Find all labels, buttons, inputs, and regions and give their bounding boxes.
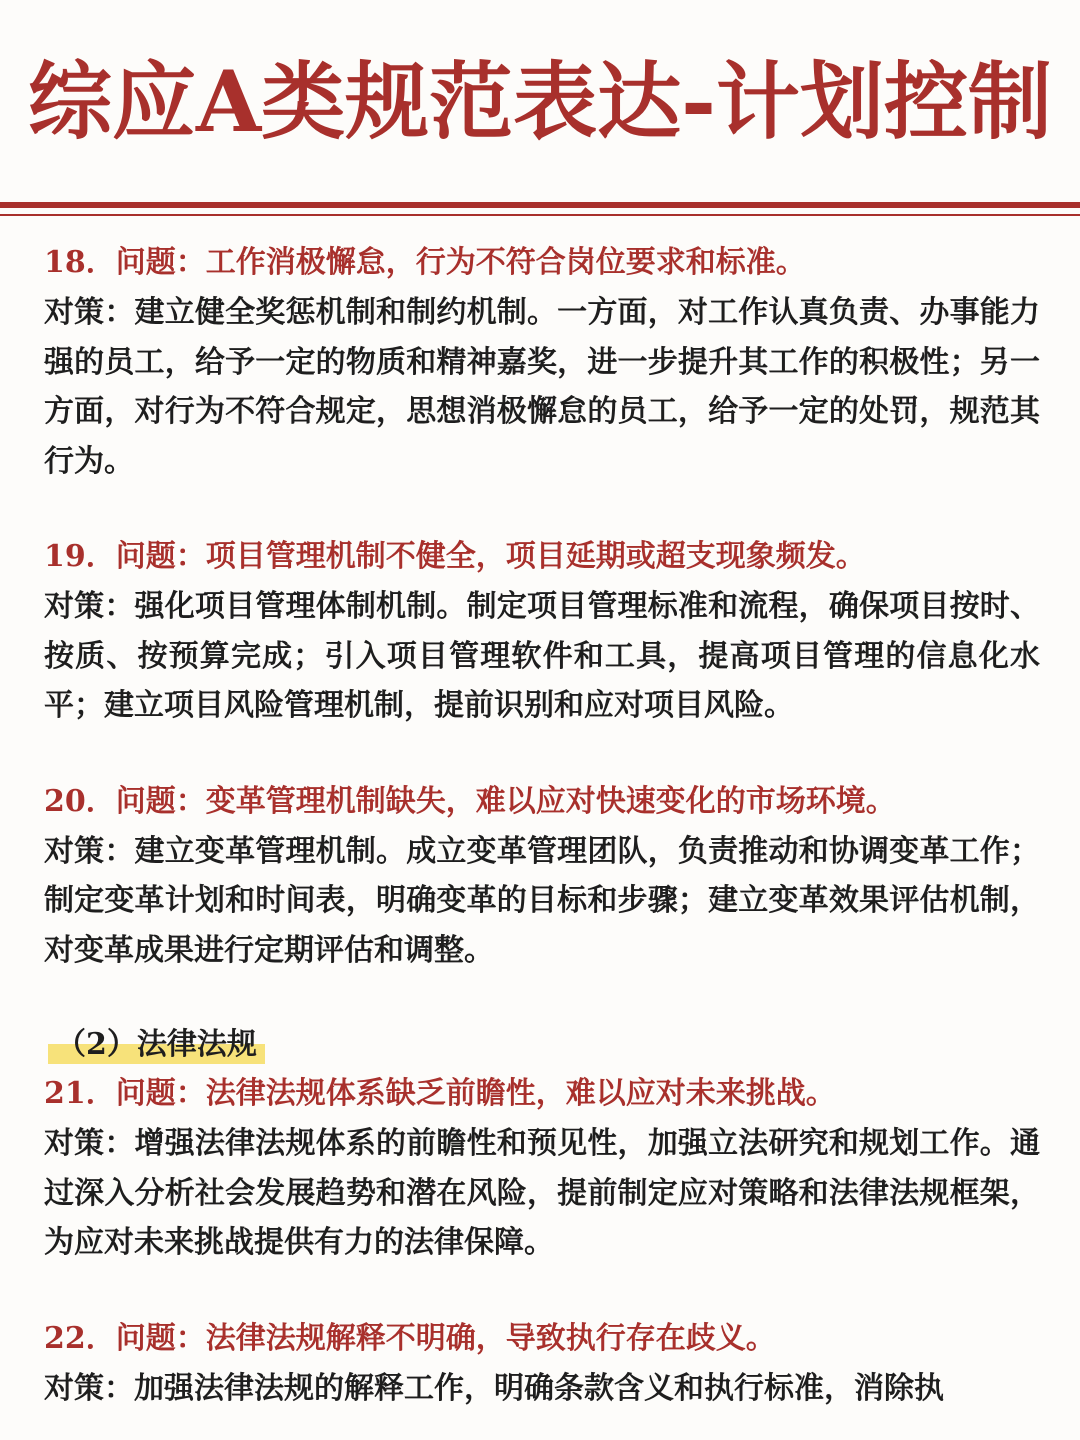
section-heading-row: [44, 1021, 1040, 1069]
article-body: [44, 238, 1040, 1413]
title-divider-thick: [0, 202, 1080, 208]
qa-item-21: [44, 1069, 1040, 1268]
problem-text: 20．问题：变革管理机制缺失，难以应对快速变化的市场环境。: [44, 783, 896, 819]
qa-item-20: [44, 777, 1040, 976]
qa-item-19: [44, 532, 1040, 731]
problem-text: 18．问题：工作消极懈怠，行为不符合岗位要求和标准。: [44, 245, 806, 280]
qa-item-22: [44, 1314, 1040, 1414]
answer-text: 对策：建立健全奖惩机制和制约机制。一方面，对工作认真负责、办事能力强的员工，给予一定的物质和精神嘉奖，进一步提升其工作的积极性；另一方面，对行为不符合规定，思想消极懈怠的员工，给予一定的处罚，规范其行为。: [44, 295, 1040, 479]
answer-text: 对策：增强法律法规体系的前瞻性和预见性，加强立法研究和规划工作。通过深入分析社会发展趋势和潜在风险，提前制定应对策略和法律法规框架，为应对未来挑战提供有力的法律保障。: [44, 1126, 1040, 1260]
problem-text: 21．问题：法律法规体系缺乏前瞻性，难以应对未来挑战。: [44, 1076, 836, 1111]
problem-text: 19．问题：项目管理机制不健全，项目延期或超支现象频发。: [44, 539, 866, 574]
answer-text: 对策：建立变革管理机制。成立变革管理团队，负责推动和协调变革工作；制定变革计划和时间表，明确变革的目标和步骤；建立变革效果评估机制，对变革成果进行定期评估和调整。: [44, 833, 1040, 968]
page-title: 综应A类规范表达-计划控制: [27, 52, 1053, 151]
section-heading: （2）法律法规: [48, 1021, 265, 1069]
answer-text: 对策：加强法律法规的解释工作，明确条款含义和执行标准，消除执: [44, 1370, 944, 1406]
answer-text: 对策：强化项目管理体制机制。制定项目管理标准和流程，确保项目按时、按质、按预算完成；引入项目管理软件和工具，提高项目管理的信息化水平；建立项目风险管理机制，提前识别和应对项目风险。: [44, 589, 1040, 723]
qa-item-18: [44, 238, 1040, 486]
problem-text: 22．问题：法律法规解释不明确，导致执行存在歧义。: [44, 1320, 776, 1356]
title-divider-thin: [0, 214, 1080, 216]
